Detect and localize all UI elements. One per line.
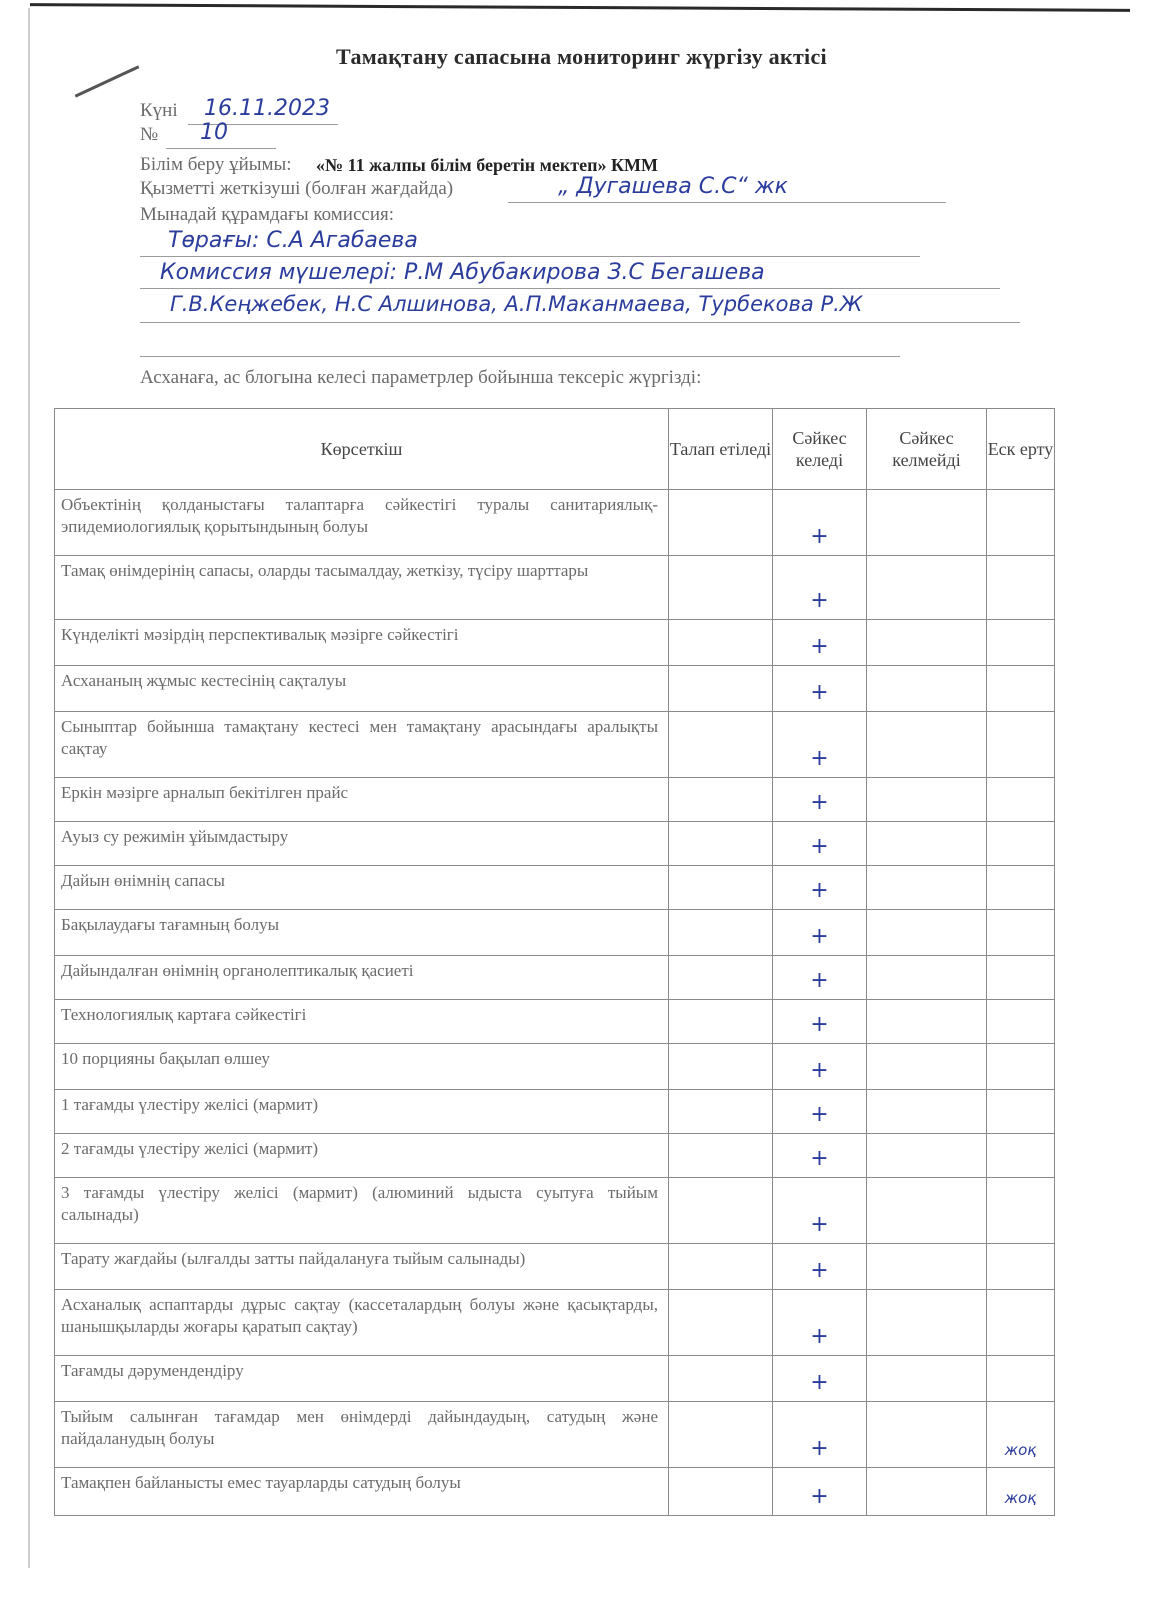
table-row: [55, 1468, 1055, 1516]
commission-line-3: [140, 322, 1020, 323]
table-row: [55, 1044, 1055, 1090]
not-complies-cell: [867, 822, 987, 866]
required-cell: [669, 866, 773, 910]
complies-cell: +: [773, 1290, 867, 1356]
commission-members-1: Комиссия мүшелері: Р.М Абубакирова З.С Бегашева: [160, 260, 765, 285]
complies-cell: +: [773, 490, 867, 556]
complies-cell: +: [773, 1244, 867, 1290]
required-cell: [669, 910, 773, 956]
table-row: [55, 1356, 1055, 1402]
not-complies-cell: [867, 490, 987, 556]
table-header-row: [55, 409, 1055, 490]
commission-line-2: [140, 288, 1000, 289]
number-underline: [166, 148, 276, 149]
commission-line-4: [140, 356, 900, 357]
table-row: [55, 620, 1055, 666]
complies-cell: +: [773, 666, 867, 712]
required-cell: [669, 1290, 773, 1356]
header-not-complies: Сәйкес келмейді: [867, 409, 987, 490]
required-cell: [669, 1178, 773, 1244]
complies-cell: +: [773, 712, 867, 778]
indicator-cell: Дайын өнімнің сапасы: [55, 866, 669, 910]
date-value: 16.11.2023: [204, 96, 330, 121]
note-cell: [987, 1244, 1055, 1290]
note-cell: [987, 1178, 1055, 1244]
indicator-cell: Еркін мәзірге арналып бекітілген прайс: [55, 778, 669, 822]
required-cell: [669, 1402, 773, 1468]
required-cell: [669, 1134, 773, 1178]
number-value: 10: [200, 120, 228, 145]
table-row: [55, 1178, 1055, 1244]
complies-cell: +: [773, 1090, 867, 1134]
required-cell: [669, 1000, 773, 1044]
table-row: [55, 910, 1055, 956]
indicator-cell: 3 тағамды үлестіру желісі (мармит) (алюминий ыдыста суытуға тыйым салынады): [55, 1178, 669, 1244]
commission-members-2: Г.В.Кеңжебек, Н.С Алшинова, А.П.Маканмаева, Турбекова Р.Ж: [170, 292, 863, 316]
table-row: [55, 490, 1055, 556]
note-cell: [987, 666, 1055, 712]
complies-cell: +: [773, 1468, 867, 1516]
note-cell: [987, 1090, 1055, 1134]
indicator-cell: 1 тағамды үлестіру желісі (мармит): [55, 1090, 669, 1134]
note-cell: [987, 556, 1055, 620]
table-row: [55, 666, 1055, 712]
table-row: [55, 1402, 1055, 1468]
indicator-cell: Тыйым салынған тағамдар мен өнімдерді дайындаудың, сатудың және пайдаланудың болуы: [55, 1402, 669, 1468]
not-complies-cell: [867, 712, 987, 778]
not-complies-cell: [867, 620, 987, 666]
note-cell: [987, 1000, 1055, 1044]
note-cell: [987, 822, 1055, 866]
table-row: [55, 1290, 1055, 1356]
note-cell: жоқ: [987, 1402, 1055, 1468]
indicator-cell: Бақылаудағы тағамның болуы: [55, 910, 669, 956]
not-complies-cell: [867, 1244, 987, 1290]
inspection-intro: Асханаға, ас блогына келесі параметрлер бойынша тексеріс жүргізді:: [140, 367, 702, 388]
monitoring-table: [54, 408, 1055, 1516]
indicator-cell: Тарату жағдайы (ылғалды затты пайдалануға тыйым салынады): [55, 1244, 669, 1290]
required-cell: [669, 490, 773, 556]
not-complies-cell: [867, 866, 987, 910]
indicator-cell: Объектінің қолданыстағы талаптарға сәйкестігі туралы санитариялық-эпидемиологиялық қорытындының болуы: [55, 490, 669, 556]
header-note: Еск ерту: [987, 409, 1055, 490]
note-cell: [987, 1356, 1055, 1402]
note-cell: жоқ: [987, 1468, 1055, 1516]
required-cell: [669, 620, 773, 666]
note-cell: [987, 490, 1055, 556]
note-cell: [987, 712, 1055, 778]
document-title: Тамақтану сапасына мониторинг жүргізу актісі: [336, 44, 827, 69]
indicator-cell: 10 порцияны бақылап өлшеу: [55, 1044, 669, 1090]
not-complies-cell: [867, 1044, 987, 1090]
complies-cell: +: [773, 956, 867, 1000]
indicator-cell: Тағамды дәрумендендіру: [55, 1356, 669, 1402]
supplier-value: „ Дугашева С.С“ жк: [558, 174, 788, 199]
scan-edge-top: [30, 3, 1130, 12]
indicator-cell: Асханалық аспаптарды дұрыс сақтау (кассеталардың болуы және қасықтарды, шанышқыларды жоғары қаратып сақтау): [55, 1290, 669, 1356]
note-cell: [987, 620, 1055, 666]
supplier-label: Қызметті жеткізуші (болған жағдайда): [140, 178, 454, 199]
indicator-cell: Асхананың жұмыс кестесінің сақталуы: [55, 666, 669, 712]
indicator-cell: 2 тағамды үлестіру желісі (мармит): [55, 1134, 669, 1178]
complies-cell: +: [773, 1044, 867, 1090]
not-complies-cell: [867, 556, 987, 620]
header-required: Талап етіледі: [669, 409, 773, 490]
complies-cell: +: [773, 556, 867, 620]
complies-cell: +: [773, 1000, 867, 1044]
commission-line-1: [140, 256, 920, 257]
table-row: [55, 712, 1055, 778]
table-row: [55, 1000, 1055, 1044]
required-cell: [669, 956, 773, 1000]
commission-chair: Төрағы: С.А Агабаева: [168, 228, 418, 253]
note-cell: [987, 866, 1055, 910]
note-cell: [987, 1134, 1055, 1178]
not-complies-cell: [867, 1356, 987, 1402]
required-cell: [669, 666, 773, 712]
not-complies-cell: [867, 1290, 987, 1356]
date-label: Күні: [140, 100, 178, 121]
table-row: [55, 1134, 1055, 1178]
complies-cell: +: [773, 1402, 867, 1468]
required-cell: [669, 1468, 773, 1516]
not-complies-cell: [867, 1134, 987, 1178]
table-row: [55, 778, 1055, 822]
indicator-cell: Сыныптар бойынша тамақтану кестесі мен тамақтану арасындағы аралықты сақтау: [55, 712, 669, 778]
not-complies-cell: [867, 1402, 987, 1468]
not-complies-cell: [867, 1000, 987, 1044]
indicator-cell: Технологиялық картаға сәйкестігі: [55, 1000, 669, 1044]
not-complies-cell: [867, 1178, 987, 1244]
complies-cell: +: [773, 1356, 867, 1402]
not-complies-cell: [867, 1090, 987, 1134]
not-complies-cell: [867, 910, 987, 956]
complies-cell: +: [773, 866, 867, 910]
org-value: «№ 11 жалпы білім беретін мектеп» КММ: [316, 155, 659, 175]
note-cell: [987, 1044, 1055, 1090]
pen-stroke-mark: [75, 65, 140, 97]
required-cell: [669, 1090, 773, 1134]
required-cell: [669, 1356, 773, 1402]
note-cell: [987, 1290, 1055, 1356]
table-row: [55, 822, 1055, 866]
commission-label: Мынадай құрамдағы комиссия:: [140, 204, 395, 225]
required-cell: [669, 1044, 773, 1090]
not-complies-cell: [867, 1468, 987, 1516]
required-cell: [669, 712, 773, 778]
table-row: [55, 1244, 1055, 1290]
indicator-cell: Ауыз су режимін ұйымдастыру: [55, 822, 669, 866]
indicator-cell: Тамақ өнімдерінің сапасы, оларды тасымалдау, жеткізу, түсіру шарттары: [55, 556, 669, 620]
not-complies-cell: [867, 956, 987, 1000]
complies-cell: +: [773, 778, 867, 822]
not-complies-cell: [867, 666, 987, 712]
not-complies-cell: [867, 778, 987, 822]
scan-edge-left: [28, 8, 30, 1568]
note-cell: [987, 956, 1055, 1000]
complies-cell: +: [773, 910, 867, 956]
table-row: [55, 556, 1055, 620]
indicator-cell: Дайындалған өнімнің органолептикалық қасиеті: [55, 956, 669, 1000]
indicator-cell: Күнделікті мәзірдің перспективалық мәзірге сәйкестігі: [55, 620, 669, 666]
table-row: [55, 956, 1055, 1000]
complies-cell: +: [773, 1178, 867, 1244]
supplier-underline: [508, 202, 946, 203]
org-label: Білім беру ұйымы:: [140, 154, 292, 175]
indicator-cell: Тамақпен байланысты емес тауарларды сатудың болуы: [55, 1468, 669, 1516]
note-cell: [987, 910, 1055, 956]
required-cell: [669, 556, 773, 620]
number-label: №: [140, 124, 159, 145]
required-cell: [669, 822, 773, 866]
note-cell: [987, 778, 1055, 822]
table-row: [55, 866, 1055, 910]
required-cell: [669, 778, 773, 822]
required-cell: [669, 1244, 773, 1290]
header-indicator: Көрсеткіш: [55, 409, 669, 490]
complies-cell: +: [773, 620, 867, 666]
header-complies: Сәйкес келеді: [773, 409, 867, 490]
table-row: [55, 1090, 1055, 1134]
complies-cell: +: [773, 1134, 867, 1178]
complies-cell: +: [773, 822, 867, 866]
